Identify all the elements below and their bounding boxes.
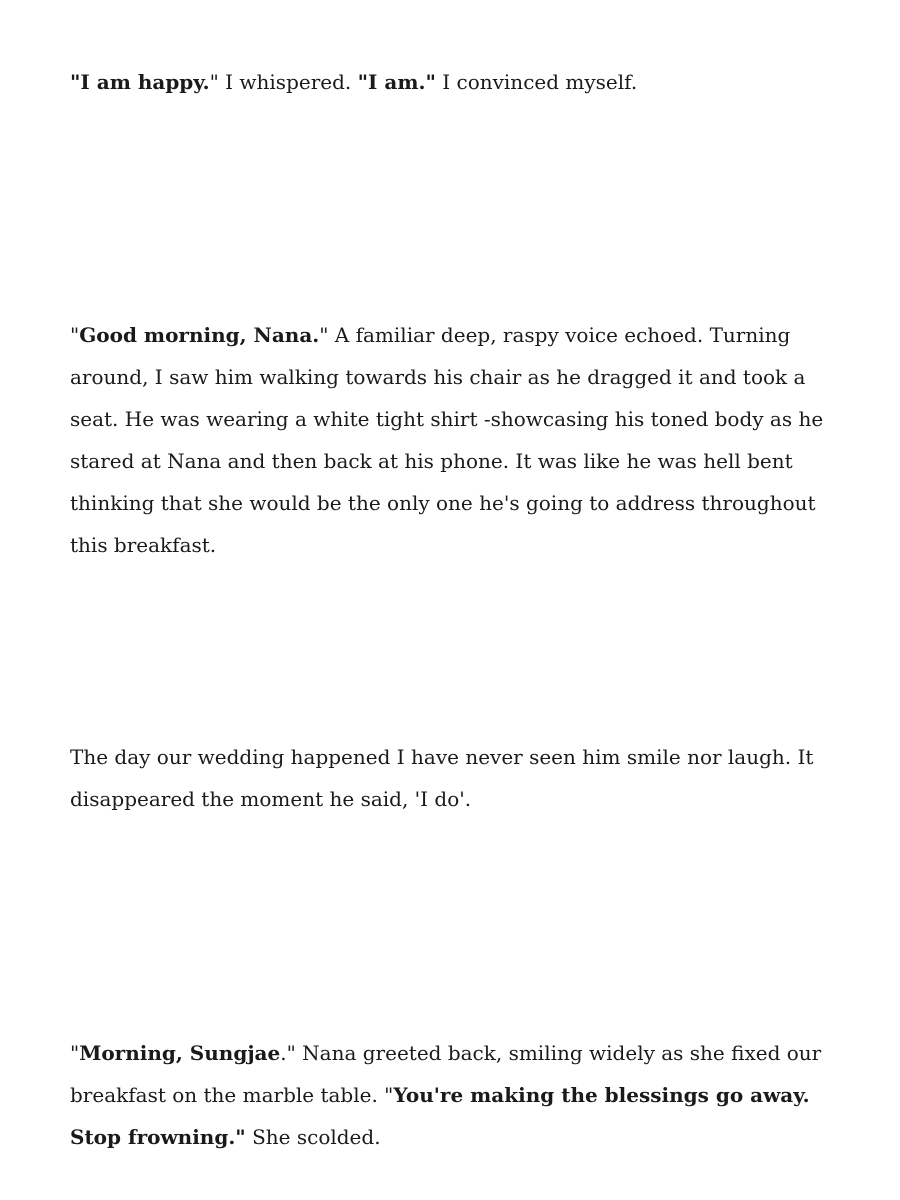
narration-nana-greeted: ." Nana greeted back, smiling widely as she fixed our breakfast on the marble table. " — [70, 1041, 822, 1107]
narration-wedding-day: The day our wedding happened I have never seen him smile nor laugh. It disappeared the moment he said, 'I do'. — [70, 745, 814, 811]
dialogue-morning-sungjae: Morning, Sungjae — [79, 1041, 281, 1065]
dialogue-good-morning-nana: Good morning, Nana. — [79, 323, 320, 347]
paragraph-1 — [70, 61, 830, 103]
narration-whispered: " I whispered. — [209, 70, 358, 94]
dialogue-i-am: "I am." — [357, 70, 436, 94]
paragraph-4 — [70, 1032, 830, 1158]
open-quote: " — [70, 323, 80, 347]
paragraph-3 — [70, 736, 830, 820]
dialogue-i-am-happy: "I am happy. — [70, 70, 210, 94]
narration-she-scolded: She scolded. — [245, 1125, 381, 1149]
paragraph-2 — [70, 314, 830, 566]
narration-convinced: I convinced myself. — [435, 70, 638, 94]
open-quote: " — [70, 1041, 80, 1065]
dialogue-stop-frowning: You're making the blessings go away. Stop frowning." — [70, 1083, 810, 1149]
narration-familiar-voice: " A familiar deep, raspy voice echoed. Turning around, I saw him walking towards his chair as he dragged it and took a seat. He was wearing a white tight shirt -showcasing his toned body as he stared at Nana and then back at his phone. It was like he was hell bent thinking that she would be the only one he's going to address throughout this breakfast. — [70, 323, 824, 557]
